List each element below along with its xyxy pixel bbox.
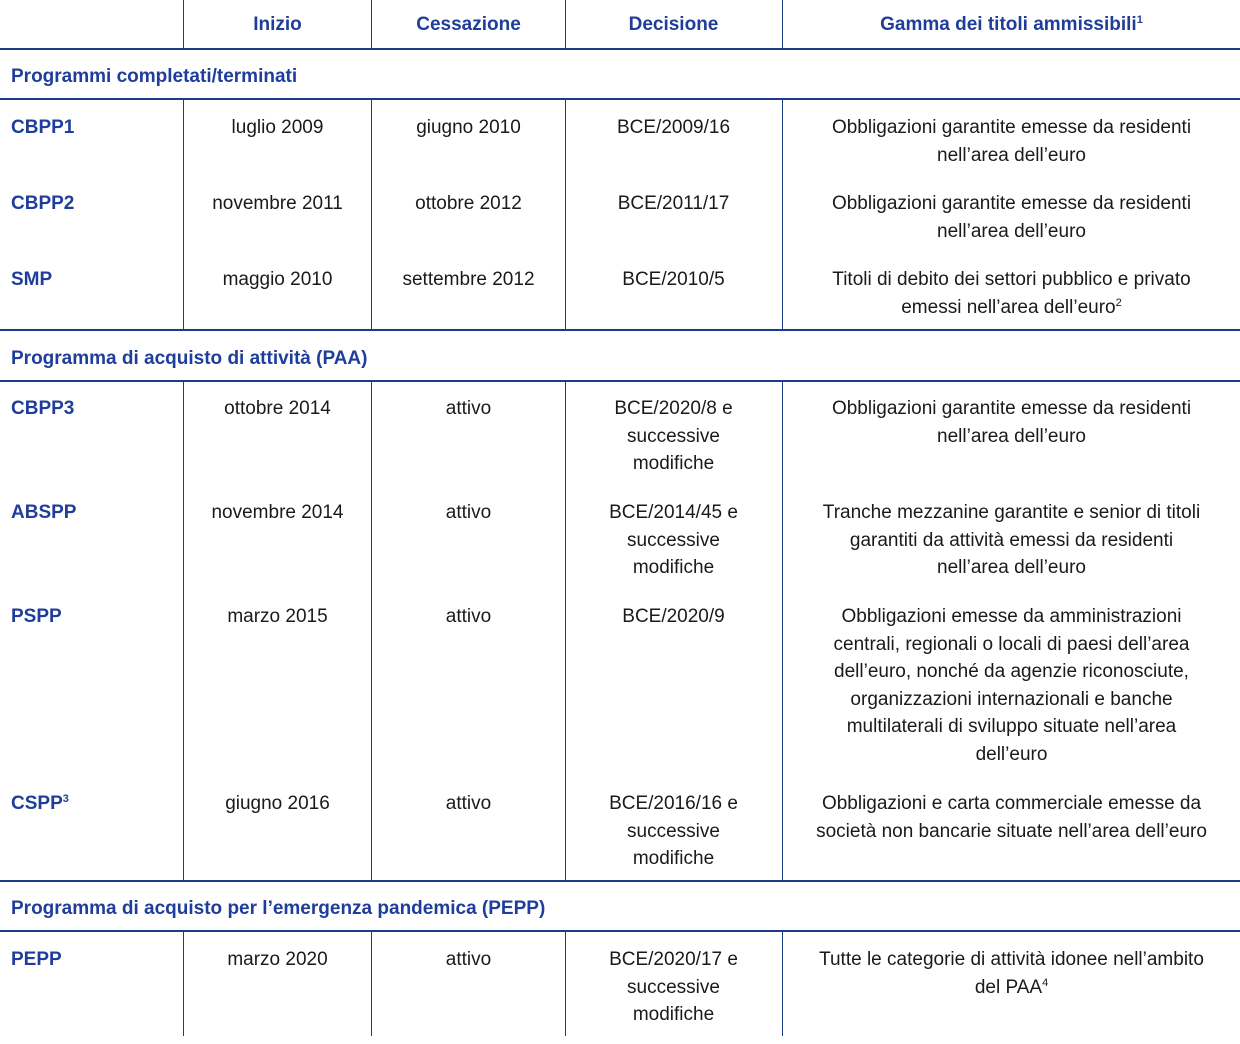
decision-line: BCE/2009/16: [616, 117, 731, 138]
decision: [566, 190, 781, 218]
eligible-securities-text: centrali, regionali o locali di paesi dell’area: [833, 633, 1190, 655]
decision-line: modifiche: [632, 557, 715, 578]
decision-line: BCE/2014/45 e: [609, 502, 738, 523]
decision: [566, 790, 781, 873]
decision: [566, 266, 781, 294]
decision: [566, 395, 781, 478]
program-code: CBPP2: [11, 193, 75, 214]
end-date: giugno 2010: [416, 117, 521, 138]
decision: [566, 946, 781, 1029]
start-date: novembre 2011: [212, 193, 343, 214]
end-date: attivo: [445, 793, 492, 814]
eligible-securities-text: Tranche mezzanine garantite e senior di titoli: [822, 502, 1201, 523]
eligible-securities-text: del PAA: [974, 976, 1043, 998]
eligible-securities-text: emessi nell’area dell’euro: [901, 296, 1116, 318]
eligible-securities-line: [783, 974, 1240, 1002]
eligible-securities-line: [783, 713, 1240, 741]
decision-line: BCE/2020/8 e: [614, 398, 733, 419]
start-date: marzo 2015: [227, 606, 328, 627]
eligible-securities: [783, 603, 1240, 768]
decision-line: successive: [627, 425, 720, 447]
header-inizio: Inizio: [253, 14, 302, 35]
eligible-securities: [783, 946, 1240, 1001]
eligible-securities-text: nell’area dell’euro: [937, 557, 1086, 578]
eligible-securities-line: [783, 631, 1240, 659]
eligible-securities-text: Obbligazioni garantite emesse da residenti: [831, 117, 1192, 138]
header-gamma-label: Gamma dei titoli ammissibili: [880, 14, 1137, 35]
eligible-securities-text: garantiti da attività emessi da residenti: [849, 529, 1174, 551]
section-title: Programmi completati/terminati: [11, 66, 298, 87]
program-name: [11, 266, 181, 294]
end-date: settembre 2012: [402, 269, 535, 290]
eligible-securities-line: [783, 554, 1240, 582]
section-divider: [0, 380, 1240, 382]
start-date: luglio 2009: [231, 117, 324, 138]
program-name: [11, 499, 181, 527]
decision: [566, 114, 781, 142]
header-cessazione: Cessazione: [416, 14, 521, 35]
eligible-securities-text: organizzazioni internazionali e banche: [850, 688, 1173, 710]
eligible-securities-line: [783, 527, 1240, 555]
program-code: CBPP3: [11, 398, 75, 419]
column-divider: [782, 0, 783, 48]
section-divider: [0, 98, 1240, 100]
eligible-securities-line: [783, 741, 1240, 769]
program-name: [11, 790, 181, 818]
program-code: SMP: [11, 269, 53, 290]
eligible-securities-line: [783, 114, 1240, 142]
program-code: PEPP: [11, 949, 62, 970]
eligible-securities-line: [783, 499, 1240, 527]
eligible-securities-text: nell’area dell’euro: [937, 144, 1086, 166]
end-date: attivo: [445, 606, 492, 627]
program-name: [11, 190, 181, 218]
header-decisione: Decisione: [628, 14, 719, 35]
start-date: maggio 2010: [222, 269, 333, 290]
decision: [566, 603, 781, 631]
decision-line: BCE/2010/5: [622, 269, 725, 290]
eligible-securities-line: [783, 266, 1240, 294]
decision-line: modifiche: [632, 1004, 715, 1025]
end-date: attivo: [445, 398, 492, 419]
eligible-securities-text: nell’area dell’euro: [937, 220, 1086, 242]
eligible-securities-footnote: 2: [1115, 296, 1122, 309]
header-gamma: [783, 14, 1240, 36]
decision-line: successive: [627, 976, 720, 998]
eligible-securities-line: [783, 603, 1240, 631]
section-divider: [0, 329, 1240, 331]
decision-line: successive: [627, 529, 720, 551]
eligible-securities-line: [783, 190, 1240, 218]
eligible-securities-text: Obbligazioni garantite emesse da residenti: [831, 398, 1192, 419]
eligible-securities-text: società non bancarie situate nell’area dell’euro: [816, 820, 1207, 842]
eligible-securities-line: [783, 395, 1240, 423]
eligible-securities-text: Obbligazioni e carta commerciale emesse da: [821, 793, 1202, 814]
eligible-securities: [783, 395, 1240, 450]
eligible-securities: [783, 499, 1240, 582]
end-date: ottobre 2012: [415, 193, 522, 214]
program-code: CBPP1: [11, 117, 75, 138]
column-divider: [183, 0, 184, 48]
eligible-securities-line: [783, 946, 1240, 974]
decision: [566, 499, 781, 582]
eligible-securities: [783, 190, 1240, 245]
eligible-securities: [783, 790, 1240, 845]
decision-line: modifiche: [632, 453, 715, 474]
program-name: [11, 114, 181, 142]
program-footnote: 3: [62, 793, 69, 805]
eligible-securities-text: dell’euro, nonché da agenzie riconosciute,: [834, 661, 1189, 682]
program-code: CSPP: [11, 793, 63, 814]
program-name: [11, 603, 181, 631]
column-divider: [565, 0, 566, 48]
eligible-securities-line: [783, 423, 1240, 451]
eligible-securities-line: [783, 294, 1240, 322]
program-name: [11, 395, 181, 423]
column-divider: [371, 0, 372, 48]
eligible-securities-text: Tutte le categorie di attività idonee nell’ambito: [819, 949, 1204, 970]
eligible-securities-line: [783, 658, 1240, 686]
decision-line: BCE/2020/9: [622, 606, 725, 627]
decision-line: successive: [627, 820, 720, 842]
eligible-securities-text: Obbligazioni garantite emesse da residenti: [831, 193, 1192, 214]
decision-line: BCE/2016/16 e: [609, 793, 738, 814]
section-divider: [0, 880, 1240, 882]
decision-line: BCE/2011/17: [617, 193, 730, 214]
eligible-securities-text: nell’area dell’euro: [937, 425, 1086, 447]
eligible-securities: [783, 114, 1240, 169]
eligible-securities-line: [783, 790, 1240, 818]
section-title: Programma di acquisto per l’emergenza pandemica (PEPP): [11, 898, 546, 919]
eligible-securities-text: Obbligazioni emesse da amministrazioni: [841, 606, 1182, 627]
decision-line: modifiche: [632, 848, 715, 869]
section-title: Programma di acquisto di attività (PAA): [11, 348, 368, 369]
section-divider: [0, 930, 1240, 932]
start-date: ottobre 2014: [224, 398, 331, 419]
program-code: PSPP: [11, 606, 62, 627]
eligible-securities-text: dell’euro: [975, 743, 1048, 765]
eligible-securities: [783, 266, 1240, 321]
eligible-securities-footnote: 4: [1042, 976, 1049, 989]
eligible-securities-line: [783, 142, 1240, 170]
eligible-securities-line: [783, 818, 1240, 846]
start-date: novembre 2014: [211, 502, 344, 523]
section-divider: [0, 48, 1240, 50]
eligible-securities-line: [783, 686, 1240, 714]
end-date: attivo: [445, 949, 492, 970]
end-date: attivo: [445, 502, 492, 523]
header-gamma-footnote: 1: [1136, 14, 1143, 26]
start-date: giugno 2016: [225, 793, 330, 814]
start-date: marzo 2020: [227, 949, 328, 970]
program-code: ABSPP: [11, 502, 77, 523]
decision-line: BCE/2020/17 e: [609, 949, 738, 970]
program-name: [11, 946, 181, 974]
eligible-securities-line: [783, 218, 1240, 246]
eligible-securities-text: multilaterali di sviluppo situate nell’area: [846, 716, 1177, 737]
eligible-securities-text: Titoli di debito dei settori pubblico e privato: [832, 269, 1191, 290]
